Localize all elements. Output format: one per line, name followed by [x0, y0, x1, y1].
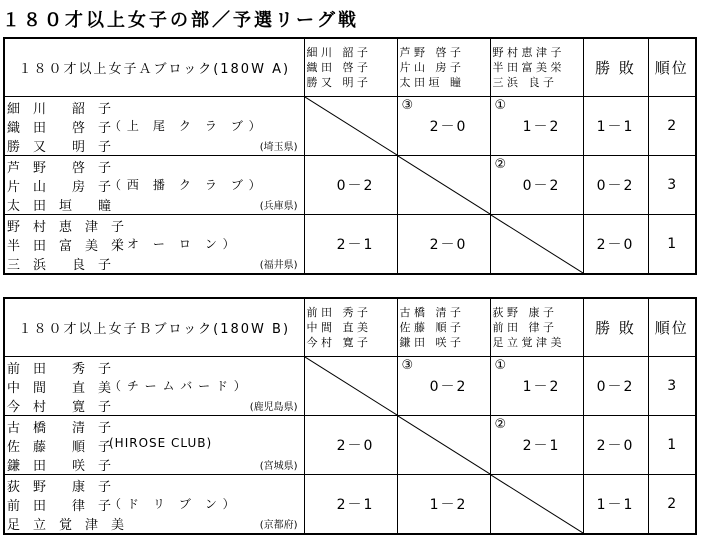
match-score-cell: [304, 474, 397, 534]
match-order-mark: ③: [401, 357, 416, 373]
match-score-cell: [490, 356, 583, 415]
win-loss: 1－1: [583, 474, 648, 534]
rank: 1: [648, 214, 696, 274]
match-score: 2－1: [336, 496, 375, 513]
player-name: 鎌 田 咲 子: [7, 458, 112, 474]
rank: 1: [648, 415, 696, 474]
block-b-table: [3, 297, 697, 535]
match-score: 0－2: [336, 177, 375, 194]
match-score: 1－2: [429, 496, 468, 513]
team-cell: [4, 356, 304, 415]
match-score: 2－0: [429, 236, 468, 253]
club-name: （ 上 尾 ク ラ ブ ）: [109, 118, 262, 133]
player-name: 佐 藤 順 子: [7, 439, 112, 455]
match-score: 1－2: [522, 378, 561, 395]
match-order-mark: ①: [494, 97, 509, 113]
rank: 2: [648, 96, 696, 155]
win-loss: 2－0: [583, 415, 648, 474]
match-score: 2－0: [336, 437, 375, 454]
prefecture: (京都府): [259, 519, 298, 531]
opponent-name: 古 橋 清 子: [399, 305, 461, 319]
prefecture: (福井県): [259, 259, 298, 271]
opponent-name: 三 浜 良 子: [492, 75, 554, 89]
self-match-cell: [304, 356, 397, 415]
match-score: 2－1: [336, 236, 375, 253]
player-name: 織 田 啓 子: [7, 120, 112, 136]
team-row: [4, 155, 696, 214]
player-name: 勝 又 明 子: [7, 139, 112, 155]
player-name: 細 川 韶 子: [7, 101, 112, 117]
team-row: [4, 474, 696, 534]
team-cell: [4, 155, 304, 214]
diagonal-line: [491, 215, 583, 273]
opponent-header: [490, 298, 583, 356]
opponent-name: 前 田 律 子: [492, 320, 554, 334]
player-name: 古 橋 清 子: [7, 420, 112, 436]
rank: 3: [648, 356, 696, 415]
match-score: 0－2: [522, 177, 561, 194]
self-match-cell: [490, 214, 583, 274]
diagonal-line: [398, 416, 490, 474]
match-score-cell: [397, 96, 490, 155]
diagonal-line: [491, 475, 583, 533]
opponent-name: 細 川 韶 子: [306, 45, 368, 59]
player-name: 今 村 寛 子: [7, 399, 112, 415]
match-score-cell: [397, 356, 490, 415]
match-score-cell: [304, 415, 397, 474]
win-loss: 0－2: [583, 356, 648, 415]
match-score-cell: [304, 155, 397, 214]
self-match-cell: [397, 415, 490, 474]
opponent-name: 前 田 秀 子: [306, 305, 368, 319]
prefecture: (鹿児島県): [249, 401, 298, 413]
match-order-mark: ②: [494, 156, 509, 172]
player-name: 前 田 秀 子: [7, 361, 112, 377]
block-name: １８０才以上女子Ｂブロック(180W B): [4, 298, 304, 356]
opponent-name: 勝 又 明 子: [306, 75, 368, 89]
match-score-cell: [490, 155, 583, 214]
player-name: 中 間 直 美: [7, 380, 112, 396]
club-name: （ チ ー ム バ ー ド ）: [109, 378, 247, 393]
player-name: 前 田 律 子: [7, 498, 112, 514]
club-name: （ 西 播 ク ラ ブ ）: [109, 177, 262, 192]
prefecture: (宮城県): [259, 460, 298, 472]
team-row: [4, 96, 696, 155]
opponent-header: [397, 298, 490, 356]
opponent-name: 片 山 房 子: [399, 60, 461, 74]
team-cell: [4, 415, 304, 474]
self-match-cell: [304, 96, 397, 155]
prefecture: (兵庫県): [259, 200, 298, 212]
win-loss: 2－0: [583, 214, 648, 274]
team-cell: [4, 474, 304, 534]
club-name: （ ド リ ブ ン ）: [109, 496, 236, 511]
opponent-name: 荻 野 康 子: [492, 305, 554, 319]
match-score: 0－2: [429, 378, 468, 395]
opponent-name: 中 間 直 美: [306, 320, 368, 334]
page-title: １８０才以上女子の部／予選リーグ戦: [2, 10, 359, 31]
opponent-name: 太 田 垣 瞳: [399, 75, 461, 89]
match-order-mark: ③: [401, 97, 416, 113]
player-name: 三 浜 良 子: [7, 257, 112, 273]
player-name: 半 田 富 美 栄: [7, 238, 125, 254]
opponent-header: [304, 38, 397, 96]
opponent-header: [490, 38, 583, 96]
match-score: 1－2: [522, 118, 561, 135]
player-name: 野 村 恵 津 子: [7, 219, 125, 235]
opponent-name: 織 田 啓 子: [306, 60, 368, 74]
match-order-mark: ②: [494, 416, 509, 432]
player-name: 片 山 房 子: [7, 179, 112, 195]
win-loss: 0－2: [583, 155, 648, 214]
match-order-mark: ①: [494, 357, 509, 373]
team-row: [4, 356, 696, 415]
opponent-name: 野 村 恵 津 子: [492, 45, 562, 59]
team-cell: [4, 214, 304, 274]
win-loss: 1－1: [583, 96, 648, 155]
diagonal-line: [398, 156, 490, 214]
opponent-name: 芦 野 啓 子: [399, 45, 461, 59]
win-loss-header: 勝 敗: [583, 298, 648, 356]
match-score: 2－0: [429, 118, 468, 135]
match-score: 2－1: [522, 437, 561, 454]
player-name: 芦 野 啓 子: [7, 160, 112, 176]
player-name: 足 立 覚 津 美: [7, 517, 125, 533]
opponent-header: [397, 38, 490, 96]
win-loss-header: 勝 敗: [583, 38, 648, 96]
opponent-name: 半 田 富 美 栄: [492, 60, 562, 74]
player-name: 荻 野 康 子: [7, 479, 112, 495]
player-name: 太 田 垣 瞳: [7, 198, 112, 214]
team-row: [4, 415, 696, 474]
match-score-cell: [397, 214, 490, 274]
diagonal-line: [305, 97, 397, 155]
match-score-cell: [397, 474, 490, 534]
rank: 2: [648, 474, 696, 534]
block-a-table: [3, 37, 697, 275]
team-cell: [4, 96, 304, 155]
opponent-name: 足 立 覚 津 美: [492, 335, 562, 349]
block-name: １８０才以上女子Ａブロック(180W A): [4, 38, 304, 96]
opponent-header: [304, 298, 397, 356]
prefecture: (埼玉県): [259, 141, 298, 153]
match-score-cell: [304, 214, 397, 274]
opponent-name: 佐 藤 順 子: [399, 320, 461, 334]
opponent-name: 今 村 寛 子: [306, 335, 368, 349]
match-score-cell: [490, 415, 583, 474]
match-score-cell: [490, 96, 583, 155]
club-name: (HIROSE CLUB): [109, 435, 213, 450]
diagonal-line: [305, 357, 397, 415]
opponent-name: 鎌 田 咲 子: [399, 335, 461, 349]
rank: 3: [648, 155, 696, 214]
self-match-cell: [490, 474, 583, 534]
rank-header: 順位: [648, 298, 696, 356]
self-match-cell: [397, 155, 490, 214]
club-name: （ オ ー ロ ン ）: [109, 236, 236, 251]
team-row: [4, 214, 696, 274]
rank-header: 順位: [648, 38, 696, 96]
